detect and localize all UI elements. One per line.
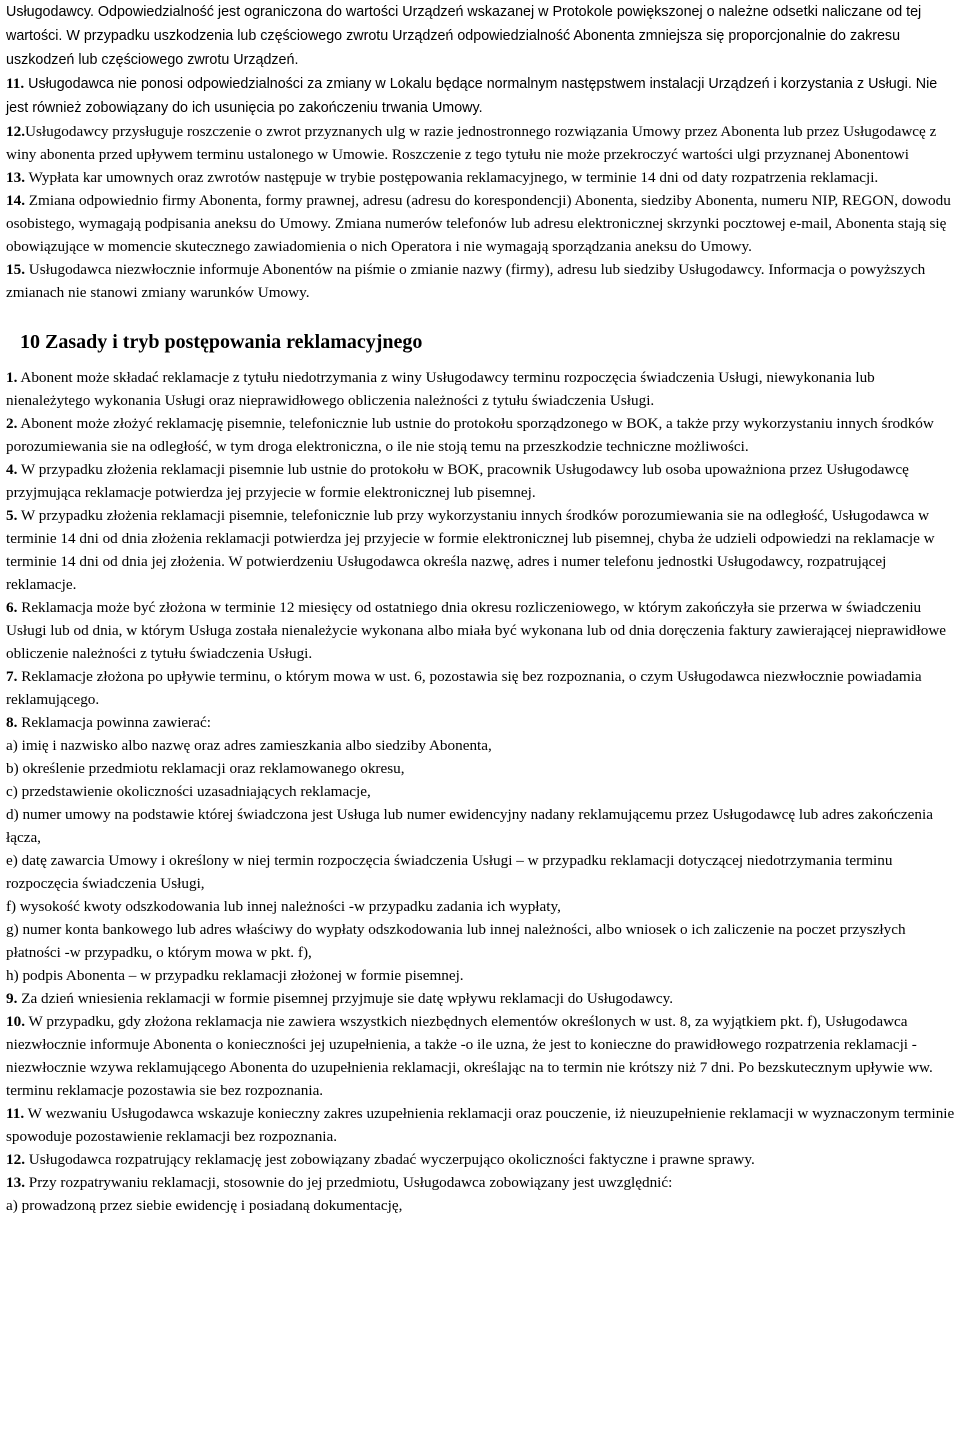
clause-number: 7. bbox=[6, 668, 18, 685]
paragraph-number: 14. bbox=[6, 192, 25, 209]
clause bbox=[6, 1010, 956, 1102]
clause-text: d) numer umowy na podstawie której świadczona jest Usługa lub numer ewidencyjny nadany reklamującemu przez Usługodawcę lub adres zakończenia łącza, bbox=[6, 806, 933, 846]
clause-subitem bbox=[6, 918, 956, 964]
paragraph-text: Usługodawca nie ponosi odpowiedzialności za zmiany w Lokalu będące normalnym następstwem instalacji Urządzeń i korzystania z Usługi. Nie jest również zobowiązany do ich usunięcia po zakończeniu trwania Umowy. bbox=[6, 76, 938, 116]
clause-subitem bbox=[6, 849, 956, 895]
clause-number: 11. bbox=[6, 1105, 25, 1122]
clause-text: Reklamacja może być złożona w terminie 12 miesięcy od ostatniego dnia okresu rozliczeniowego, w którym zakończyła sie przerwa w świadczeniu Usługi lub od dnia, w którym Usługa została nienależycie wykonana albo miała być wykonana lub od dnia doręczenia faktury zawierającej nieprawidłowe obliczenie należności z tytułu świadczenia Usługi. bbox=[6, 599, 947, 662]
clause-text: h) podpis Abonenta – w przypadku reklamacji złożonej w formie pisemnej. bbox=[6, 967, 464, 984]
clause-text: W przypadku złożenia reklamacji pisemnie, telefonicznie lub przy wykorzystaniu innych środków porozumiewania sie na odległość, Usługodawca w terminie 14 dni od dnia złożenia reklamacji potwierdza jej przyjecie w formie elektronicznej lub pisemnej, chyba że udzieli odpowiedzi na reklamacje w terminie 14 dni od dnia jej złożenia. W potwierdzeniu Usługodawca określa nazwę, adres i numer telefonu jednostki Usługodawcy, rozpatrującej reklamacje. bbox=[6, 507, 935, 593]
clause-number: 10. bbox=[6, 1013, 25, 1030]
clause bbox=[6, 987, 956, 1010]
section-heading: 10 Zasady i tryb postępowania reklamacyjnego bbox=[20, 331, 423, 353]
clause-text: Abonent może złożyć reklamację pisemnie, telefonicznie lub ustnie do protokołu sporządzonego w BOK, a także przy wykorzystaniu innych środków porozumiewania sie na odległość, w tym droga elektroniczna, o ile nie stoją temu na przeszkodzie techniczne możliwości. bbox=[6, 415, 934, 455]
paragraph bbox=[6, 72, 956, 120]
clause-text: c) przedstawienie okoliczności uzasadniających reklamacje, bbox=[6, 783, 371, 800]
clause-number: 5. bbox=[6, 507, 18, 524]
paragraph-number: 11. bbox=[6, 75, 25, 92]
paragraph bbox=[6, 189, 956, 258]
section-10-complaints bbox=[6, 366, 956, 1217]
clause bbox=[6, 504, 956, 596]
clause-number: 13. bbox=[6, 1174, 25, 1191]
clause bbox=[6, 1171, 956, 1194]
clause-subitem bbox=[6, 964, 956, 987]
clause-number: 1. bbox=[6, 369, 18, 386]
paragraph-number: 12. bbox=[6, 123, 25, 140]
clause-text: Abonent może składać reklamacje z tytułu niedotrzymania z winy Usługodawcy terminu rozpoczęcia świadczenia Usługi, niewykonania lub nienależytego wykonania Usługi oraz nieprawidłowego obliczenia należności z tytułu świadczenia Usługi. bbox=[6, 369, 875, 409]
clause-text: Reklamacje złożona po upływie terminu, o którym mowa w ust. 6, pozostawia się bez rozpoznania, o czym Usługodawca niezwłocznie powiadamia reklamującego. bbox=[6, 668, 922, 708]
clause bbox=[6, 1102, 956, 1148]
clause bbox=[6, 711, 956, 734]
clause-text: W wezwaniu Usługodawca wskazuje konieczny zakres uzupełnienia reklamacji oraz pouczenie, iż nieuzupełnienie reklamacji w wyznaczonym terminie spowoduje pozostawienie reklamacji bez rozpoznania. bbox=[6, 1105, 955, 1145]
clause-subitem bbox=[6, 734, 956, 757]
clause-subitem bbox=[6, 895, 956, 918]
clause bbox=[6, 366, 956, 412]
paragraph-text: Zmiana odpowiednio firmy Abonenta, formy prawnej, adresu (adresu do korespondencji) Abonenta, siedziby Abonenta, numeru NIP, REGON, dowodu osobistego, wymagają podpisania aneksu do Umowy. Zmiana numerów telefonów lub adresu elektronicznej skrzynki pocztowej e-mail, Abonenta stają się obowiązujące w momencie skutecznego zawiadomienia o nich Operatora i nie wymagają sporządzania aneksu do Umowy. bbox=[6, 192, 951, 255]
clause-subitem bbox=[6, 757, 956, 780]
clause-number: 12. bbox=[6, 1151, 25, 1168]
clause bbox=[6, 596, 956, 665]
clause-number: 8. bbox=[6, 714, 18, 731]
paragraph bbox=[6, 258, 956, 304]
section-9-continuation bbox=[6, 0, 956, 304]
clause bbox=[6, 412, 956, 458]
clause bbox=[6, 665, 956, 711]
clause-number: 2. bbox=[6, 415, 18, 432]
clause-text: Reklamacja powinna zawierać: bbox=[17, 714, 211, 731]
paragraph-text: Usługodawcy przysługuje roszczenie o zwrot przyznanych ulg w razie jednostronnego rozwiązania Umowy przez Abonenta lub przez Usługodawcę z winy abonenta przed upływem terminu ustalonego w Umowie. Roszczenie z tego tytułu nie może przekroczyć wartości ulgi przyznanej Abonentowi bbox=[6, 123, 937, 163]
clause-text: Usługodawca rozpatrujący reklamację jest zobowiązany zbadać wyczerpująco okoliczności faktyczne i prawne sprawy. bbox=[24, 1151, 755, 1168]
clause bbox=[6, 1148, 956, 1171]
paragraph-number: 15. bbox=[6, 261, 25, 278]
clause-text: b) określenie przedmiotu reklamacji oraz reklamowanego okresu, bbox=[6, 760, 405, 777]
paragraph-text: Usługodawcy. Odpowiedzialność jest ograniczona do wartości Urządzeń wskazanej w Protokole powiększonej o należne odsetki naliczane od tej wartości. W przypadku uszkodzenia lub częściowego zwrotu Urządzeń odpowiedzialność Abonenta zmniejsza się proporcjonalnie do zakresu uszkodzeń lub częściowego zwrotu Urządzeń. bbox=[6, 4, 922, 68]
clause-text: e) datę zawarcia Umowy i określony w niej termin rozpoczęcia świadczenia Usługi – w przypadku reklamacji dotyczącej niedotrzymania terminu rozpoczęcia świadczenia Usługi, bbox=[6, 852, 893, 892]
clause-text: a) prowadzoną przez siebie ewidencję i posiadaną dokumentację, bbox=[6, 1197, 403, 1214]
clause-subitem bbox=[6, 803, 956, 849]
paragraph-text: Usługodawca niezwłocznie informuje Abonentów na piśmie o zmianie nazwy (firmy), adresu lub siedziby Usługodawcy. Informacja o powyższych zmianach nie stanowi zmiany warunków Umowy. bbox=[6, 261, 926, 301]
clause-text: a) imię i nazwisko albo nazwę oraz adres zamieszkania albo siedziby Abonenta, bbox=[6, 737, 492, 754]
clause-number: 9. bbox=[6, 990, 18, 1007]
paragraph-text: Wypłata kar umownych oraz zwrotów następuje w trybie postępowania reklamacyjnego, w terminie 14 dni od daty rozpatrzenia reklamacji. bbox=[24, 169, 879, 186]
clause-number: 4. bbox=[6, 461, 18, 478]
paragraph bbox=[6, 0, 956, 72]
clause-text: g) numer konta bankowego lub adres właściwy do wypłaty odszkodowania lub innej należności, albo wniosek o ich zaliczenie na poczet przyszłych płatności -w przypadku, o którym mowa w pkt. f), bbox=[6, 921, 906, 961]
clause-text: W przypadku, gdy złożona reklamacja nie zawiera wszystkich niezbędnych elementów określonych w ust. 8, za wyjątkiem pkt. f), Usługodawca niezwłocznie informuje Abonenta o konieczności jej uzupełnienia, a także -o ile uzna, że jest to konieczne do prawidłowego rozpatrzenia reklamacji -niezwłocznie wzywa reklamującego Abonenta do uzupełnienia reklamacji, określając na to termin nie krótszy niż 7 dni. Po bezskutecznym upływie ww. terminu reklamacje pozostawia sie bez rozpoznania. bbox=[6, 1013, 933, 1099]
clause-subitem bbox=[6, 780, 956, 803]
clause-text: f) wysokość kwoty odszkodowania lub innej należności -w przypadku zadania ich wypłaty, bbox=[6, 898, 561, 915]
paragraph bbox=[6, 166, 956, 189]
paragraph-number: 13. bbox=[6, 169, 25, 186]
clause-text: Za dzień wniesienia reklamacji w formie pisemnej przyjmuje sie datę wpływu reklamacji do Usługodawcy. bbox=[17, 990, 674, 1007]
clause bbox=[6, 458, 956, 504]
clause-text: W przypadku złożenia reklamacji pisemnie lub ustnie do protokołu w BOK, pracownik Usługodawcy lub osoba upoważniona przez Usługodawcę przyjmująca reklamacje potwierdza jej przyjecie w formie elektronicznej lub pisemnej. bbox=[6, 461, 909, 501]
clause-text: Przy rozpatrywaniu reklamacji, stosownie do jej przedmiotu, Usługodawca zobowiązany jest uwzględnić: bbox=[24, 1174, 673, 1191]
clause-subitem bbox=[6, 1194, 956, 1217]
clause-number: 6. bbox=[6, 599, 18, 616]
paragraph bbox=[6, 120, 956, 166]
